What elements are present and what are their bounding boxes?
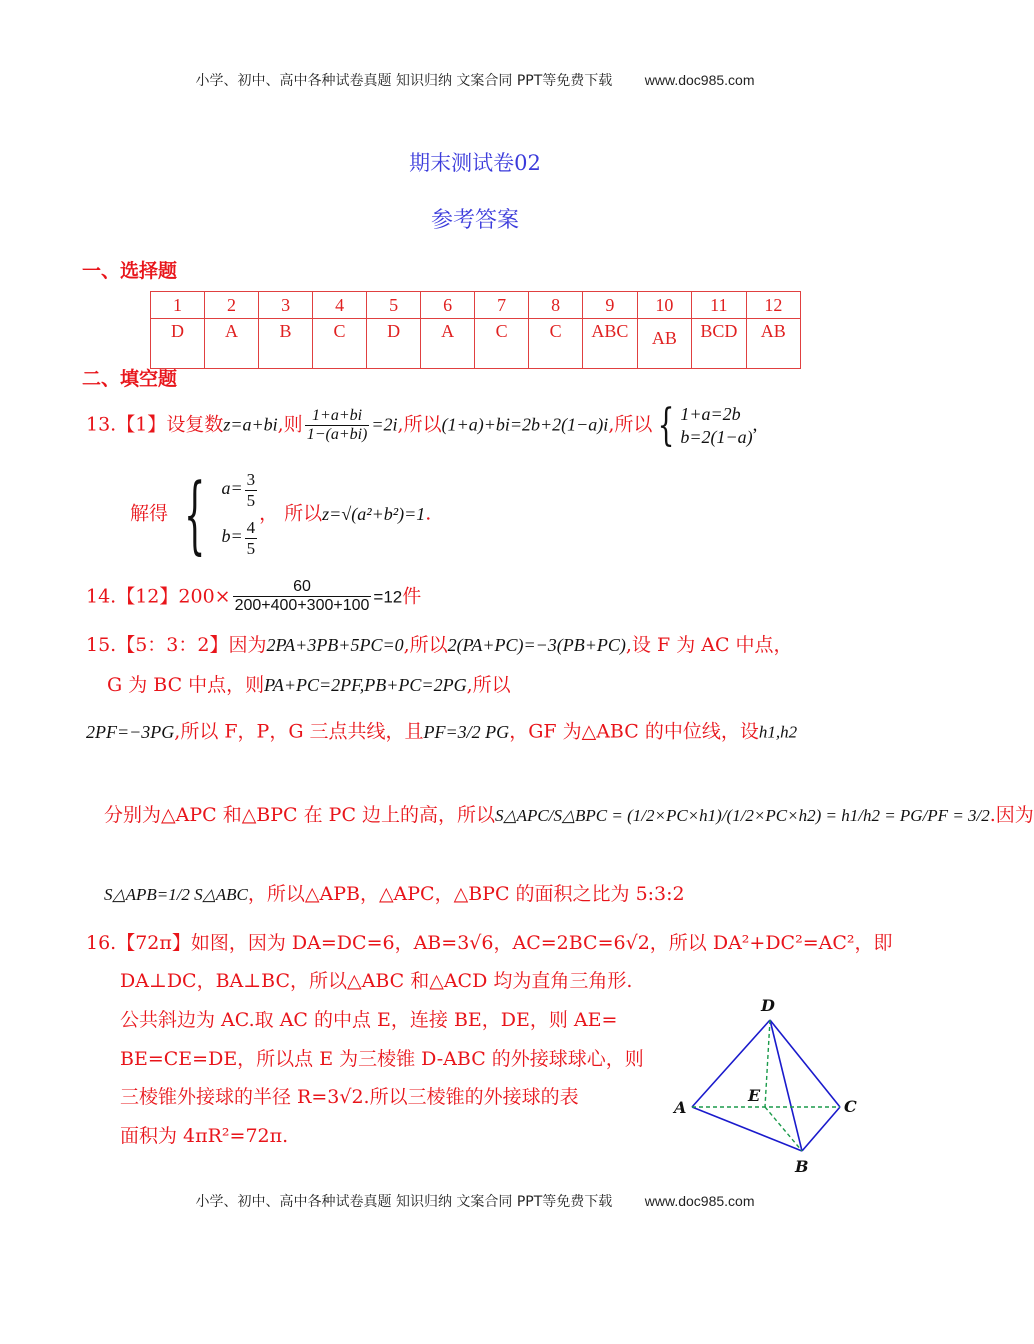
q15-line2 <box>107 676 511 695</box>
q13-text: ， 所以 <box>259 502 323 525</box>
solution-b <box>221 518 259 558</box>
q15-eq: S△APB=1/2 S△ABC <box>104 885 248 904</box>
q15-eq2: 2(PA+PC)=−3(PB+PC) <box>447 635 626 655</box>
answer-cell: AB <box>746 319 800 369</box>
q15-line1 <box>86 636 793 655</box>
q16-number: 16. <box>86 932 117 954</box>
q16-line3: 公共斜边为 AC.取 AC 的中点 E，连接 BE，DE，则 AE= <box>120 1009 618 1031</box>
page-header <box>0 70 950 90</box>
footer-url[interactable]: www.doc985.com <box>644 1193 755 1209</box>
q15-text: ,设 F 为 AC 中点， <box>625 634 793 656</box>
q13-eq2: =2i <box>371 414 398 435</box>
section-heading-fill: 二、填空题 <box>82 368 178 390</box>
vertex-label-d: D <box>761 996 775 1015</box>
q15-eq: PF=3/2 PG <box>423 722 510 742</box>
solution-label: a= <box>221 478 243 499</box>
q15-line3 <box>86 722 797 742</box>
answer-cell: C <box>475 319 529 369</box>
q13-eq4: z=√(a²+b²)=1 <box>322 504 426 525</box>
q15-text: ,所以 F，P，G 三点共线，且 <box>174 720 424 743</box>
question-number: 4 <box>313 292 367 319</box>
q15-text: G 为 BC 中点，则 <box>107 674 265 696</box>
q13-eq3: (1+a)+bi=2b+2(1−a)i <box>441 414 609 435</box>
q15-eq: h1,h2 <box>758 722 798 742</box>
q13-fraction <box>305 407 370 445</box>
header-text: 小学、初中、高中各种试卷真题 知识归纳 文案合同 PPT等免费下载 <box>195 73 613 89</box>
q14-text: 200× <box>178 585 231 608</box>
q13-comma: , <box>752 414 758 436</box>
question-number-row <box>151 292 801 319</box>
q13-line2 <box>130 465 432 564</box>
fraction-denominator: 200+400+300+100 <box>234 597 370 615</box>
q15-area-ratio-eq: S△APC/S△BPC = (1/2×PC×h1)/(1/2×PC×h2) = h1/h2 = PG/PF = 3/2 <box>495 806 990 825</box>
fraction <box>245 470 258 510</box>
question-number: 6 <box>421 292 475 319</box>
answer-row <box>151 319 801 369</box>
q13-eq1: z=a+bi <box>223 414 278 435</box>
question-number: 2 <box>205 292 259 319</box>
q15-text: ，所以△APB，△APC，△BPC 的面积之比为 5:3:2 <box>247 883 685 905</box>
answer-cell: D <box>367 319 421 369</box>
q13-text: ,则 <box>277 413 303 436</box>
answer-cell: A <box>205 319 259 369</box>
q15-text: 因为 <box>228 634 267 656</box>
answer-cell: D <box>151 319 205 369</box>
fraction-numerator: 1+a+bi <box>305 407 370 426</box>
q13-text: ,所以 <box>608 413 653 436</box>
answer-cell: A <box>421 319 475 369</box>
vertex-label-a: A <box>674 1098 687 1117</box>
answer-cell: B <box>259 319 313 369</box>
q14-answer: 【12】 <box>116 585 179 608</box>
q14-eq: =12 <box>373 587 403 607</box>
fraction-denominator: 1−(a+bi) <box>306 426 368 443</box>
q13-text: 设复数 <box>166 413 224 436</box>
fraction-numerator: 3 <box>246 470 256 489</box>
answer-table <box>150 291 801 369</box>
q13-period: . <box>425 502 432 525</box>
q16-line5: 三棱锥外接球的半径 R=3√2.所以三棱锥的外接球的表 <box>120 1086 579 1108</box>
q15-eq: PA+PC=2PF,PB+PC=2PG <box>264 675 467 695</box>
fraction <box>245 518 258 558</box>
q14-unit: 件 <box>402 585 422 608</box>
page-title: 期末测试卷02 <box>409 151 541 175</box>
q14-fraction <box>233 578 372 616</box>
page-footer <box>0 1191 950 1211</box>
footer-text: 小学、初中、高中各种试卷真题 知识归纳 文案合同 PPT等免费下载 <box>195 1194 613 1210</box>
q16-line6: 面积为 4πR²=72π. <box>120 1125 289 1147</box>
solution-label: b= <box>221 526 243 547</box>
header-url[interactable]: www.doc985.com <box>644 72 755 88</box>
vertex-label-e: E <box>748 1086 761 1105</box>
solution-a <box>221 470 259 510</box>
fraction-denominator: 5 <box>246 538 256 558</box>
q16-line4: BE=CE=DE，所以点 E 为三棱锥 D-ABC 的外接球球心，则 <box>120 1048 644 1070</box>
q14-line <box>86 578 421 616</box>
q15-line4 <box>104 806 1034 825</box>
question-number: 11 <box>692 292 747 319</box>
q16-line1 <box>86 934 893 953</box>
question-number: 3 <box>259 292 313 319</box>
q15-eq1: 2PA+3PB+5PC=0 <box>266 635 404 655</box>
q16-line2: DA⊥DC，BA⊥BC，所以△ABC 和△ACD 均为直角三角形. <box>120 970 633 992</box>
question-number: 12 <box>746 292 800 319</box>
question-number: 8 <box>529 292 583 319</box>
q15-text: .因为 <box>989 804 1034 826</box>
brace-icon: { <box>184 465 206 564</box>
page-subtitle: 参考答案 <box>430 208 519 233</box>
q13-solution <box>221 470 259 558</box>
q15-line5 <box>104 885 685 904</box>
fraction-denominator: 5 <box>246 490 256 510</box>
q15-number: 15. <box>86 634 117 656</box>
question-number: 1 <box>151 292 205 319</box>
answer-cell: AB <box>637 319 691 369</box>
answer-cell: C <box>313 319 367 369</box>
q15-eq: 2PF=−3PG <box>86 722 175 742</box>
question-number: 5 <box>367 292 421 319</box>
q13-system <box>680 403 752 448</box>
q15-text: 分别为△APC 和△BPC 在 PC 边上的高，所以 <box>104 804 496 826</box>
q13-number: 13. <box>86 413 117 436</box>
system-eq: 1+a=2b <box>680 404 741 424</box>
q13-answer: 【1】 <box>116 413 167 436</box>
q13-text: 解得 <box>130 502 169 525</box>
q16-text: 如图，因为 DA=DC=6，AB=3√6，AC=2BC=6√2，所以 DA²+DC²=AC²，即 <box>190 932 893 954</box>
q15-answer: 【5：3：2】 <box>116 634 229 656</box>
fraction-numerator: 60 <box>233 578 372 597</box>
tetrahedron-diagram <box>660 990 870 1180</box>
q13-line1 <box>86 399 758 451</box>
system-eq: b=2(1−a) <box>680 426 753 447</box>
section-heading-choice: 一、选择题 <box>82 260 178 282</box>
q15-text: ,所以 <box>403 634 448 656</box>
answer-cell: BCD <box>692 319 747 369</box>
vertex-label-b: B <box>795 1157 809 1176</box>
vertex-label-c: C <box>844 1097 857 1116</box>
fraction-numerator: 4 <box>246 518 256 538</box>
q14-number: 14. <box>86 585 117 608</box>
answer-cell: ABC <box>583 319 638 369</box>
question-number: 7 <box>475 292 529 319</box>
question-number: 9 <box>583 292 638 319</box>
q15-text: ，GF 为△ABC 的中位线，设 <box>509 720 759 743</box>
q15-text: ,所以 <box>466 674 511 696</box>
q13-text: ,所以 <box>397 413 442 436</box>
answer-cell: C <box>529 319 583 369</box>
question-number: 10 <box>637 292 691 319</box>
brace-icon: { <box>657 399 675 451</box>
q16-answer: 【72π】 <box>116 932 191 954</box>
